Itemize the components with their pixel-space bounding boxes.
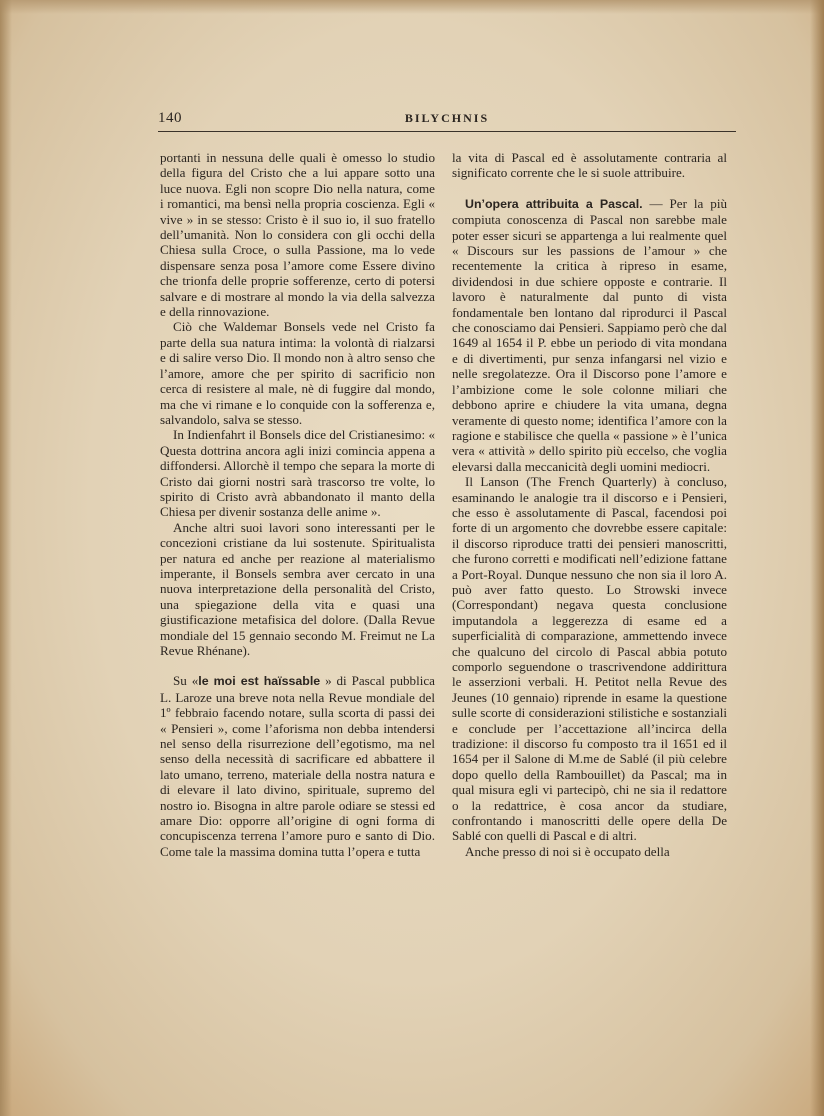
- right-column: [452, 150, 727, 859]
- header-rule: [158, 131, 736, 132]
- paragraph: Anche presso di noi si è occupato della: [465, 843, 670, 859]
- paragraph: Anche altri suoi lavori sono interessanti per le concezioni cristiane da lui sostenute. Spiritualista per natura ed anche per reazione al materialismo imperante, il Bonsels sembra aver cercato in una nuova interpretazione della personalità del Cristo, una spiegazione della vita e quasi una giustificazione metafisica del dolore. (Dalla Revue mondiale del 15 gennaio secondo M. Freimut ne La Revue Rhénane).: [160, 519, 435, 658]
- running-title: BILYCHNIS: [404, 111, 490, 125]
- paragraph: la vita di Pascal ed è assolutamente contraria al significato corrente che le si suole attribuire.: [452, 150, 727, 181]
- running-header: [158, 108, 736, 130]
- paragraph: In Indienfahrt il Bonsels dice del Cristianesimo: « Questa dottrina ancora agli inizi comincia appena a diffondersi. Allorchè il tempo che separa la morte di Cristo dai giorni nostri sarà trascorso tre volte, lo spirito di Cristo avrà abbandonato il manto della Chiesa per divenir sostanza delle anime ».: [160, 427, 435, 520]
- paragraph-text: — Per la più compiuta conoscenza di Pascal non sarebbe male poter esser sicuri se appartenga a lui realmente quel « Discours sur les passions de l’amour » che recentemente la critica à ripreso in esame, dividendosi in due schiere opposte e contrarie. Il lavoro è naturalmente dal punto di vista fondamentale ben lontano dal riprodurci il Pascal che conosciamo dai Pensieri. Sappiamo però che dal 1649 al 1654 il P. ebbe un periodo di vita mondana e di divertimenti, pur senza infangarsi nel vizio e nelle sregolatezze. Ora il Discorso pone l’amore e l’ambizione come le sole colonne miliari che debbono aprire e chiudere la vita umana, degna veramente di questo nome; identifica l’amore con la ragione e stabilisce che quella « passione » è l’unica vera « attività » dello spirito più eccelso, che voglia elevarsi dalla meccanicità degli uomini mediocri.: [452, 195, 728, 474]
- paragraph: Il Lanson (The French Quarterly) à concluso, esaminando le analogie tra il discorso e i Pensieri, che esso è assolutamente di Pascal, facendosi poi forte di un argomento che dovrebbe essere capitale: il discorso riproduce tratti dei pensieri manoscritti, che furono corretti e modificati nell’edizione fattane a Port-Royal. Dunque nessuno che non sia il loro A. può aver fatto questo. Lo Strowski invece (Correspondant) negava questa conclusione imputandola a leggerezza di esame ed a superficialità di comparazione, ammettendo invece che qualcuno del circolo di Pascal abbia potuto comporlo seguendone o trascrivendone addirittura le asserzioni verbali. H. Petitot nella Revue des Jeunes (10 gennaio) riprende in esame la questione sulle scorte di considerazioni stilistiche e sostanziali e conclude per l’accettazione all’incirca della tradizione: il discorso fu composto tra il 1651 ed il 1654 per il Salone di M.me de Sablé (il più celebre dopo quello della Rambouillet) da Pascal; ma in qual misura egli vi partecipò, chi ne sia il redattore o la redattrice, è cosa ancor da studiare, confrontando i manoscritti delle opere della De Sablé con quelli di Pascal e di altri.: [452, 474, 727, 844]
- section-opera-attribuita: [452, 196, 727, 474]
- page-number: 140: [158, 110, 182, 126]
- page-edge-shadow-left: [0, 0, 12, 1116]
- left-column: [160, 150, 435, 859]
- bold-phrase: le moi est haïssable: [198, 674, 321, 689]
- paragraph-moi-haissable: [160, 673, 435, 859]
- paragraph-lead: Su «: [173, 673, 199, 689]
- page-edge-shadow-top: [0, 0, 824, 14]
- paragraph: Ciò che Waldemar Bonsels vede nel Cristo fa parte della sua natura intima: la volontà di rialzarsi e di salire verso Dio. Il mondo non à altro senso che l’amore, amore che per spirito di sacrificio non cerca di resistere al male, nè di fuggire dal mondo, ma che vi rimane e lo conquide con la sofferenza e, salvandolo, salva se stesso.: [160, 319, 435, 427]
- page-edge-shadow-right: [810, 0, 824, 1116]
- section-heading: Un’opera attribuita a Pascal.: [465, 196, 643, 211]
- paragraph-text: » di Pascal pubblica L. Laroze una breve nota nella Revue mondiale del 1º febbraio facendo notare, sulla scorta di passi dei « Pensieri », come l’aforisma non debba intendersi nel senso della risurrezione dell’egotismo, ma nel senso della necessità di sacrificare ed abbattere il lato umano, terreno, materiale della nostra natura e di elevare il lato divino, spirituale, supremo del nostro io. Bisogna in altre parole odiare se stessi ed amare Dio: opporre all’origine di ogni forma di concupiscenza terrena l’amore puro e santo di Dio. Come tale la massima domina tutta l’opera e tutta: [160, 673, 435, 859]
- paragraph: portanti in nessuna delle quali è omesso lo studio della figura del Cristo che a lui appare sotto una luce nuova. Egli non scopre Dio nella natura, come i romantici, ma bensì nella propria coscienza. Egli « vive » in se stesso: Cristo è il suo io, il suo fratello dell’umanità. Non lo considera con gli occhi della Chiesa sulla Croce, o sulla Passione, ma lo vede dispensare senza posa l’amore come Essere divino che trionfa delle proprie sofferenze, certo di potersi salvare e di mostrare al mondo la via della salvezza e della rinnovazione.: [160, 150, 435, 320]
